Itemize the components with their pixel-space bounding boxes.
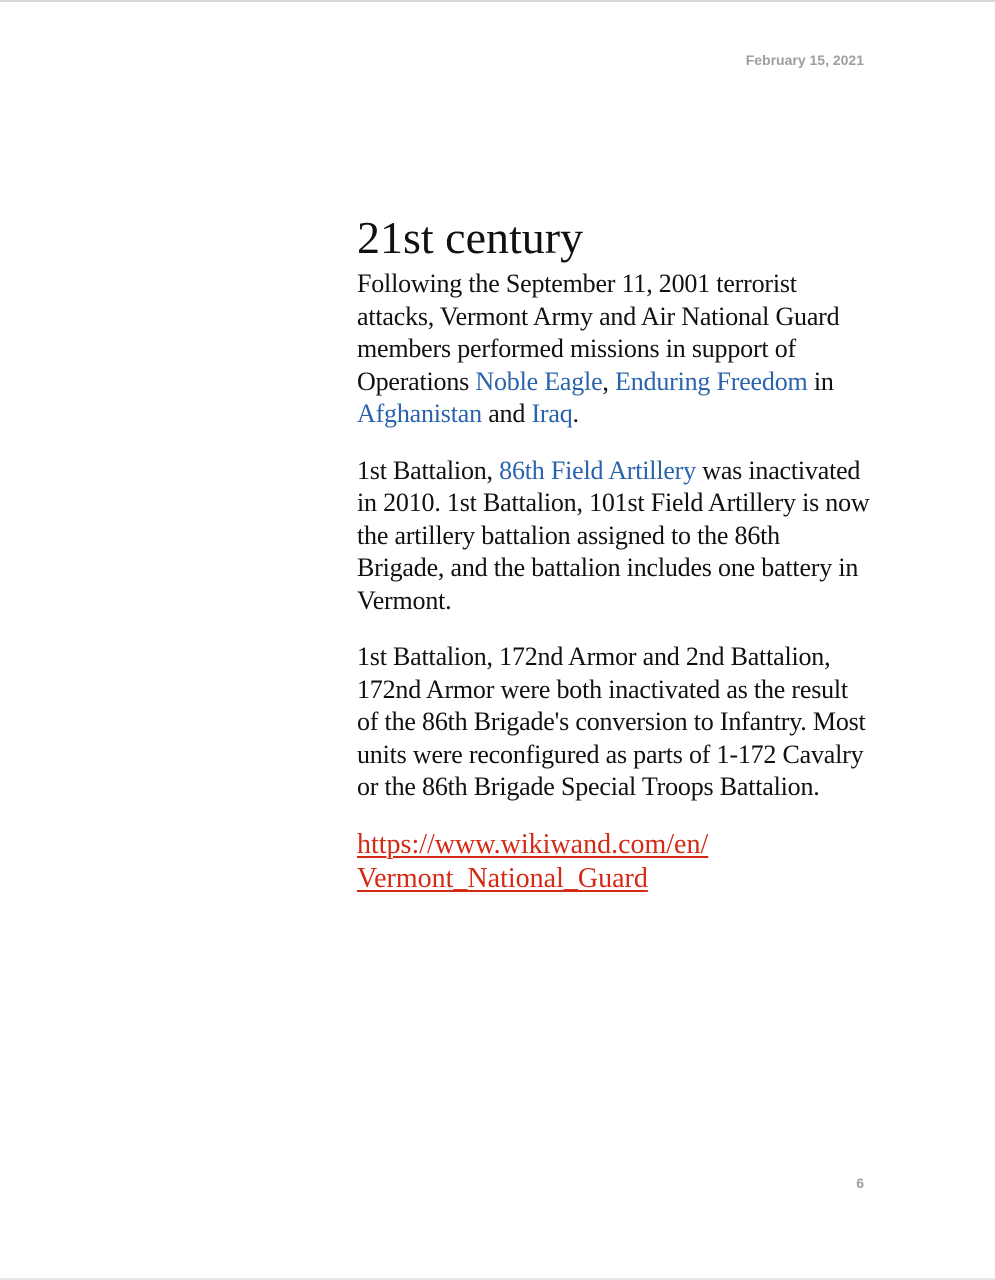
source-link-line1: https://www.wikiwand.com/en/ [357,828,709,860]
link-enduring-freedom[interactable]: Enduring Freedom [615,366,808,396]
source-link-block [357,828,872,896]
paragraph-text: was inactivated in 2010. 1st Battalion, 101st Field Artillery is now the artillery battalion assigned to the 86th Brigade, and the battalion includes one battery in Vermont. [357,455,870,615]
article-section [357,210,872,896]
link-iraq[interactable]: Iraq [531,399,573,428]
source-link[interactable] [357,829,708,894]
source-link-line2: Vermont_National_Guard [357,862,648,894]
paragraph-operations [357,268,872,431]
section-title: 21st century [357,212,584,263]
paragraph-text: 1st Battalion, [357,455,500,485]
paragraph-text: , [602,366,616,396]
paragraph-text: Following the September 11, 2001 terrorist attacks, Vermont Army and Air National Guard members performed missions in support of Operations [357,269,840,396]
paragraph-armor: 1st Battalion, 172nd Armor and 2nd Battalion, 172nd Armor were both inactivated as the result of the 86th Brigade's conversion to Infantry. Most units were reconfigured as parts of 1-172 Cavalry or the 86th Brigade Special Troops Battalion. [357,642,866,801]
paragraph-text: . [572,399,579,428]
link-afghanistan[interactable]: Afghanistan [357,399,482,428]
page-number: 6 [856,1175,864,1191]
paragraph-text: and [481,399,532,428]
link-noble-eagle[interactable]: Noble Eagle [475,366,603,396]
paragraph-artillery [357,455,872,618]
header-date: February 15, 2021 [745,52,864,68]
link-86th-field-artillery[interactable]: 86th Field Artillery [499,455,696,485]
paragraph-text: in [807,366,834,396]
